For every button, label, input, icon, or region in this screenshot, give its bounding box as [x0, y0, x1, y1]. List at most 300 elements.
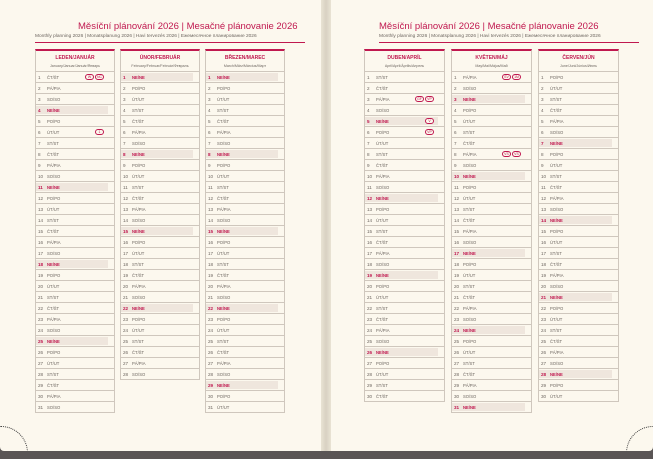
day-name: SO/SO	[376, 184, 390, 190]
day-number: 27	[208, 360, 214, 366]
day-name: ČT/ŠT	[132, 272, 145, 278]
day-row[interactable]	[538, 248, 619, 259]
day-row[interactable]	[120, 204, 200, 215]
day-number: 1	[454, 74, 457, 80]
day-row[interactable]	[538, 281, 619, 292]
day-row[interactable]	[35, 94, 115, 105]
day-row[interactable]	[364, 292, 445, 303]
day-row[interactable]	[538, 226, 619, 237]
day-name: SO/SO	[217, 217, 231, 223]
day-number: 9	[541, 162, 544, 168]
day-row[interactable]	[35, 314, 115, 325]
day-row-sunday[interactable]	[451, 402, 532, 413]
day-name: PO/PO	[47, 195, 61, 201]
day-row[interactable]	[538, 193, 619, 204]
day-number: 4	[208, 107, 211, 113]
day-row[interactable]	[120, 171, 200, 182]
day-row-sunday[interactable]	[205, 380, 285, 391]
day-number: 27	[367, 360, 373, 366]
day-row-sunday[interactable]	[35, 182, 115, 193]
day-row[interactable]	[205, 182, 285, 193]
day-name: PO/PO	[217, 162, 231, 168]
day-row[interactable]	[451, 303, 532, 314]
month-name: KVĚTEN/MÁJ	[475, 55, 508, 61]
day-row[interactable]	[538, 358, 619, 369]
day-row[interactable]	[35, 358, 115, 369]
day-number: 8	[38, 151, 41, 157]
day-number: 6	[123, 129, 126, 135]
day-row[interactable]	[205, 336, 285, 347]
holiday-badge: VP	[425, 129, 434, 135]
day-row[interactable]	[538, 94, 619, 105]
day-row[interactable]	[35, 149, 115, 160]
day-name: ÚT/UT	[550, 393, 563, 399]
day-row[interactable]	[35, 226, 115, 237]
day-row[interactable]	[35, 281, 115, 292]
day-number: 5	[123, 118, 126, 124]
day-row[interactable]	[120, 116, 200, 127]
month-name: ČERVEN/JÚN	[562, 55, 595, 61]
day-number: 12	[541, 195, 547, 201]
day-row[interactable]	[538, 314, 619, 325]
day-row[interactable]	[120, 347, 200, 358]
day-number: 9	[454, 162, 457, 168]
day-row[interactable]	[205, 237, 285, 248]
day-row[interactable]	[205, 325, 285, 336]
day-name: PO/PO	[550, 74, 564, 80]
day-row[interactable]	[35, 248, 115, 259]
day-row[interactable]	[205, 292, 285, 303]
holiday-badge: VS	[502, 151, 511, 157]
day-row[interactable]	[451, 204, 532, 215]
day-row[interactable]	[120, 248, 200, 259]
day-number: 10	[123, 173, 129, 179]
day-row[interactable]	[364, 160, 445, 171]
day-name: PO/PO	[463, 184, 477, 190]
day-number: 14	[208, 217, 214, 223]
day-row[interactable]	[364, 314, 445, 325]
day-row[interactable]	[538, 391, 619, 402]
day-number: 22	[367, 305, 373, 311]
day-row[interactable]	[538, 336, 619, 347]
day-number: 30	[367, 393, 373, 399]
day-row[interactable]	[120, 237, 200, 248]
day-row-sunday[interactable]	[364, 347, 445, 358]
day-row[interactable]	[364, 336, 445, 347]
day-number: 7	[208, 140, 211, 146]
day-row[interactable]	[364, 281, 445, 292]
day-row[interactable]	[538, 380, 619, 391]
day-name: PÁ/PIA	[47, 85, 61, 91]
holiday-badge: GF	[415, 96, 424, 102]
day-number: 7	[541, 140, 544, 146]
day-row[interactable]	[205, 193, 285, 204]
day-row[interactable]	[538, 204, 619, 215]
day-row[interactable]	[364, 226, 445, 237]
day-row[interactable]	[35, 72, 115, 83]
day-row[interactable]	[364, 215, 445, 226]
day-name: ÚT/UT	[217, 250, 230, 256]
day-row[interactable]	[205, 402, 285, 413]
day-number: 9	[208, 162, 211, 168]
day-name: ÚT/UT	[132, 250, 145, 256]
day-number: 22	[208, 305, 214, 311]
day-row[interactable]	[120, 94, 200, 105]
day-row[interactable]	[364, 149, 445, 160]
day-name: ÚT/UT	[132, 96, 145, 102]
day-name: NE/NE	[550, 371, 563, 377]
day-row-sunday[interactable]	[35, 105, 115, 116]
day-number: 3	[367, 96, 370, 102]
day-row[interactable]	[451, 237, 532, 248]
month-translations: April/April/Április/Апрель	[384, 64, 425, 68]
day-number: 15	[208, 228, 214, 234]
day-row[interactable]	[451, 160, 532, 171]
day-number: 2	[208, 85, 211, 91]
day-row[interactable]	[35, 369, 115, 380]
day-name: ÚT/UT	[376, 140, 389, 146]
day-name: NE/NE	[550, 140, 563, 146]
day-row[interactable]	[120, 127, 200, 138]
day-row[interactable]	[35, 138, 115, 149]
day-name: ÚT/UT	[47, 283, 60, 289]
day-name: PÁ/PIA	[550, 272, 564, 278]
day-name: PO/PO	[217, 85, 231, 91]
day-row[interactable]	[364, 248, 445, 259]
day-number: 23	[38, 316, 44, 322]
month-column	[451, 49, 532, 413]
day-row[interactable]	[451, 292, 532, 303]
day-row-sunday[interactable]	[205, 149, 285, 160]
day-name: PO/PO	[376, 283, 390, 289]
day-name: ÚT/UT	[47, 129, 60, 135]
day-row[interactable]	[120, 358, 200, 369]
day-row[interactable]	[205, 105, 285, 116]
day-row-sunday[interactable]	[451, 171, 532, 182]
day-row[interactable]	[451, 149, 532, 160]
day-number: 24	[541, 327, 547, 333]
day-row[interactable]	[538, 303, 619, 314]
day-number: 1	[541, 74, 544, 80]
day-row[interactable]	[364, 369, 445, 380]
day-row[interactable]	[364, 237, 445, 248]
day-name: PO/PO	[550, 151, 564, 157]
day-name: PÁ/PIA	[550, 118, 564, 124]
day-row[interactable]	[35, 303, 115, 314]
day-row[interactable]	[120, 83, 200, 94]
day-name: ČT/ŠT	[132, 118, 145, 124]
day-row[interactable]	[451, 347, 532, 358]
day-row[interactable]	[451, 105, 532, 116]
day-row[interactable]	[35, 402, 115, 413]
day-row-sunday[interactable]	[451, 94, 532, 105]
day-row[interactable]	[538, 72, 619, 83]
day-row[interactable]	[364, 380, 445, 391]
day-number: 6	[454, 129, 457, 135]
day-number: 1	[208, 74, 211, 80]
day-number: 8	[367, 151, 370, 157]
day-row-sunday[interactable]	[451, 248, 532, 259]
day-row[interactable]	[451, 369, 532, 380]
month-column	[538, 49, 619, 402]
day-row[interactable]	[120, 336, 200, 347]
day-row[interactable]	[205, 171, 285, 182]
day-number: 4	[454, 107, 457, 113]
day-row[interactable]	[205, 127, 285, 138]
day-name: ČT/ŠT	[47, 382, 60, 388]
day-row[interactable]	[120, 215, 200, 226]
day-row[interactable]	[364, 138, 445, 149]
day-row[interactable]	[451, 182, 532, 193]
day-row[interactable]	[538, 149, 619, 160]
day-row[interactable]	[538, 259, 619, 270]
day-row[interactable]	[451, 116, 532, 127]
day-row[interactable]	[35, 380, 115, 391]
day-name: NE/NE	[132, 228, 145, 234]
day-number: 10	[367, 173, 373, 179]
day-row[interactable]	[120, 369, 200, 380]
day-row[interactable]	[120, 325, 200, 336]
day-row[interactable]	[451, 380, 532, 391]
day-row[interactable]	[205, 83, 285, 94]
day-name: ČT/ŠT	[132, 349, 145, 355]
day-row[interactable]	[451, 314, 532, 325]
day-row[interactable]	[364, 94, 445, 105]
day-name: PO/PO	[217, 316, 231, 322]
day-number: 4	[541, 107, 544, 113]
day-row[interactable]	[538, 325, 619, 336]
day-number: 16	[123, 239, 129, 245]
day-row-sunday[interactable]	[120, 149, 200, 160]
day-row[interactable]	[538, 237, 619, 248]
day-row[interactable]	[35, 127, 115, 138]
day-row[interactable]	[538, 127, 619, 138]
day-row[interactable]	[451, 138, 532, 149]
day-number: 21	[123, 294, 129, 300]
day-row[interactable]	[205, 281, 285, 292]
day-row[interactable]	[364, 182, 445, 193]
day-row-sunday[interactable]	[364, 270, 445, 281]
day-row-sunday[interactable]	[364, 193, 445, 204]
day-name: ČT/ŠT	[217, 349, 230, 355]
day-row[interactable]	[364, 358, 445, 369]
day-row[interactable]	[120, 281, 200, 292]
day-row[interactable]	[205, 160, 285, 171]
day-row[interactable]	[35, 116, 115, 127]
day-row[interactable]	[205, 270, 285, 281]
day-name: ČT/ŠT	[47, 228, 60, 234]
day-number: 5	[454, 118, 457, 124]
day-number: 30	[38, 393, 44, 399]
day-name: ČT/ŠT	[376, 239, 389, 245]
day-row[interactable]	[35, 160, 115, 171]
day-row[interactable]	[364, 127, 445, 138]
day-number: 21	[367, 294, 373, 300]
day-row[interactable]	[205, 314, 285, 325]
day-row[interactable]	[120, 160, 200, 171]
day-name: ÚT/UT	[550, 239, 563, 245]
day-name: NE/NE	[217, 305, 230, 311]
day-number: 30	[541, 393, 547, 399]
day-row[interactable]	[451, 215, 532, 226]
day-number: 23	[208, 316, 214, 322]
day-number: 28	[208, 371, 214, 377]
day-number: 8	[541, 151, 544, 157]
day-row[interactable]	[120, 259, 200, 270]
day-name: PÁ/PIA	[217, 129, 231, 135]
day-row-sunday[interactable]	[205, 303, 285, 314]
day-row-sunday[interactable]	[538, 215, 619, 226]
day-number: 26	[38, 349, 44, 355]
day-row-sunday[interactable]	[205, 72, 285, 83]
day-row[interactable]	[538, 182, 619, 193]
day-row[interactable]	[205, 369, 285, 380]
day-row-sunday[interactable]	[451, 325, 532, 336]
day-row[interactable]	[120, 138, 200, 149]
day-name: NE/NE	[376, 272, 389, 278]
day-row[interactable]	[364, 105, 445, 116]
day-row-sunday[interactable]	[35, 259, 115, 270]
day-row[interactable]	[120, 105, 200, 116]
day-number: 26	[367, 349, 373, 355]
day-name: NE/NE	[463, 404, 476, 410]
day-row-sunday[interactable]	[364, 116, 445, 127]
day-name: PO/PO	[550, 228, 564, 234]
day-row[interactable]	[538, 347, 619, 358]
day-row[interactable]	[120, 182, 200, 193]
day-number: 18	[454, 261, 460, 267]
day-row[interactable]	[205, 94, 285, 105]
day-number: 13	[208, 206, 214, 212]
day-row[interactable]	[538, 160, 619, 171]
day-row[interactable]	[205, 259, 285, 270]
day-number: 2	[541, 85, 544, 91]
day-row-sunday[interactable]	[538, 138, 619, 149]
day-number: 5	[38, 118, 41, 124]
day-number: 20	[38, 283, 44, 289]
day-row[interactable]	[35, 391, 115, 402]
day-number: 26	[541, 349, 547, 355]
day-row[interactable]	[205, 138, 285, 149]
day-row-sunday[interactable]	[205, 226, 285, 237]
day-row[interactable]	[120, 193, 200, 204]
day-row[interactable]	[451, 193, 532, 204]
day-row[interactable]	[120, 314, 200, 325]
day-row[interactable]	[364, 391, 445, 402]
day-row[interactable]	[538, 270, 619, 281]
day-row[interactable]	[364, 83, 445, 94]
day-row[interactable]	[205, 358, 285, 369]
day-name: NE/NE	[47, 261, 60, 267]
day-number: 15	[454, 228, 460, 234]
day-number: 12	[38, 195, 44, 201]
day-row[interactable]	[120, 270, 200, 281]
day-row[interactable]	[364, 171, 445, 182]
day-row[interactable]	[35, 215, 115, 226]
day-name: PÁ/PIA	[376, 327, 390, 333]
day-row[interactable]	[538, 105, 619, 116]
day-row[interactable]	[35, 292, 115, 303]
day-row[interactable]	[35, 347, 115, 358]
day-name: PO/PO	[463, 338, 477, 344]
day-number: 17	[454, 250, 460, 256]
day-row[interactable]	[364, 303, 445, 314]
day-row-sunday[interactable]	[538, 369, 619, 380]
day-row[interactable]	[205, 116, 285, 127]
day-number: 31	[454, 404, 460, 410]
day-row[interactable]	[120, 292, 200, 303]
day-row[interactable]	[35, 193, 115, 204]
day-row-sunday[interactable]	[120, 72, 200, 83]
day-row-sunday[interactable]	[120, 226, 200, 237]
day-row[interactable]	[205, 204, 285, 215]
day-row[interactable]	[35, 171, 115, 182]
day-row-sunday[interactable]	[120, 303, 200, 314]
day-row[interactable]	[205, 347, 285, 358]
day-row[interactable]	[451, 72, 532, 83]
day-row[interactable]	[538, 83, 619, 94]
day-row[interactable]	[451, 83, 532, 94]
day-row[interactable]	[364, 259, 445, 270]
day-row[interactable]	[35, 270, 115, 281]
day-row[interactable]	[364, 325, 445, 336]
day-row[interactable]	[451, 259, 532, 270]
day-row[interactable]	[364, 72, 445, 83]
day-row[interactable]	[364, 204, 445, 215]
day-row[interactable]	[451, 226, 532, 237]
day-number: 9	[367, 162, 370, 168]
day-name: NE/NE	[217, 74, 230, 80]
day-row-sunday[interactable]	[538, 292, 619, 303]
day-number: 25	[454, 338, 460, 344]
day-row[interactable]	[35, 204, 115, 215]
day-row-sunday[interactable]	[35, 336, 115, 347]
day-row[interactable]	[35, 83, 115, 94]
day-number: 7	[123, 140, 126, 146]
month-translations: June/Juni/Június/Июнь	[560, 64, 597, 68]
day-row[interactable]	[538, 171, 619, 182]
day-row[interactable]	[451, 270, 532, 281]
day-row[interactable]	[451, 336, 532, 347]
day-name: NE/NE	[463, 327, 476, 333]
month-header	[538, 49, 619, 72]
day-number: 10	[38, 173, 44, 179]
day-name: ČT/ŠT	[463, 371, 476, 377]
day-row[interactable]	[451, 127, 532, 138]
day-number: 16	[208, 239, 214, 245]
day-number: 11	[208, 184, 213, 190]
day-row[interactable]	[451, 281, 532, 292]
day-row[interactable]	[451, 358, 532, 369]
day-number: 18	[541, 261, 547, 267]
day-number: 3	[208, 96, 211, 102]
day-name: SO/SO	[217, 140, 231, 146]
day-number: 18	[367, 261, 373, 267]
day-number: 11	[541, 184, 546, 190]
day-row[interactable]	[35, 237, 115, 248]
day-number: 2	[367, 85, 370, 91]
day-row[interactable]	[451, 391, 532, 402]
day-row[interactable]	[205, 391, 285, 402]
day-number: 15	[541, 228, 547, 234]
day-name: PÁ/PIA	[217, 283, 231, 289]
day-row[interactable]	[538, 116, 619, 127]
day-number: 3	[123, 96, 126, 102]
day-name: PO/PO	[132, 239, 146, 245]
day-row[interactable]	[35, 325, 115, 336]
day-row[interactable]	[205, 248, 285, 259]
day-row[interactable]	[205, 215, 285, 226]
